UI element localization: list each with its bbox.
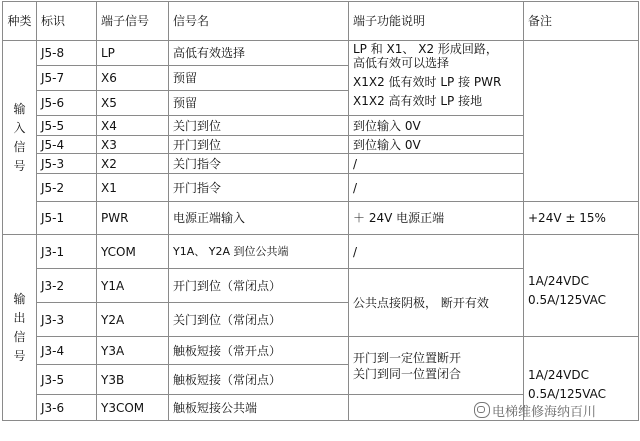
header-signal-name: 信号名 (169, 2, 349, 41)
row-signal: Y3A (97, 337, 169, 365)
row-signal: PWR (97, 202, 169, 235)
row-signal: X2 (97, 154, 169, 174)
row-name: 关门指令 (169, 154, 349, 174)
row-id: J5-8 (37, 41, 97, 66)
row-id: J3-6 (37, 395, 97, 421)
row-desc: 到位输入 0V (349, 136, 524, 154)
wechat-icon (474, 402, 490, 418)
row-id: J3-4 (37, 337, 97, 365)
row-id: J5-1 (37, 202, 97, 235)
row-name: 关门到位 (169, 116, 349, 136)
header-category: 种类 (3, 2, 37, 41)
lp-desc-line: X1X2 低有效时 LP 接 PWR (353, 75, 502, 89)
rating-line: 1A/24VDC (528, 274, 589, 288)
watermark (474, 401, 596, 420)
row-name: 触板短接公共端 (169, 395, 349, 421)
row-id: J5-7 (37, 66, 97, 91)
row-name: 开门到位 (169, 136, 349, 154)
rating-line: 0.5A/125VAC (528, 293, 607, 307)
row-id: J3-3 (37, 303, 97, 337)
table-row (3, 41, 639, 66)
row-signal: Y1A (97, 269, 169, 303)
y3-desc-line: 关门到同一位置闭合 (353, 366, 462, 381)
y3-function-desc (349, 337, 524, 395)
row-signal: Y3B (97, 365, 169, 395)
row-name: 触板短接（常闭点） (169, 365, 349, 395)
row-name: 电源正端输入 (169, 202, 349, 235)
watermark-text: 电梯维修海纳百川 (492, 405, 597, 420)
table-row (3, 337, 639, 365)
row-name: Y1A、 Y2A 到位公共端 (169, 235, 349, 269)
row-name: 触板短接（常开点） (169, 337, 349, 365)
y3-desc-line: 开门到一定位置断开 (353, 350, 462, 365)
category-input: 输入信号 (3, 41, 37, 235)
lp-function-desc (349, 41, 524, 116)
lp-desc-line: X1X2 高有效时 LP 接地 (353, 94, 483, 108)
row-desc: / (349, 235, 524, 269)
row-id: J5-6 (37, 91, 97, 116)
table-row (3, 235, 639, 269)
row-signal: X4 (97, 116, 169, 136)
row-name: 开门到位（常闭点） (169, 269, 349, 303)
rating-line: 1A/24VDC (528, 368, 589, 382)
row-id: J5-4 (37, 136, 97, 154)
header-remark: 备注 (524, 2, 639, 41)
header-id: 标识 (37, 2, 97, 41)
row-desc: / (349, 154, 524, 174)
input-remark-empty (524, 41, 639, 202)
y1-y2-function-desc: 公共点接阴极， 断开有效 (349, 269, 524, 337)
row-signal: X1 (97, 174, 169, 202)
row-id: J5-5 (37, 116, 97, 136)
row-signal: Y2A (97, 303, 169, 337)
row-name: 开门指令 (169, 174, 349, 202)
category-output: 输出信号 (3, 235, 37, 421)
row-signal: LP (97, 41, 169, 66)
row-name: 预留 (169, 91, 349, 116)
terminal-signal-table (2, 1, 639, 421)
row-name: 预留 (169, 66, 349, 91)
row-signal: Y3COM (97, 395, 169, 421)
y-rating-remark (524, 235, 639, 337)
header-row (3, 2, 639, 41)
row-name: 高低有效选择 (169, 41, 349, 66)
row-desc: ＋ 24V 电源正端 (349, 202, 524, 235)
row-signal: X5 (97, 91, 169, 116)
row-desc: / (349, 174, 524, 202)
row-id: J5-3 (37, 154, 97, 174)
header-function-desc: 端子功能说明 (349, 2, 524, 41)
lp-desc-line: LP 和 X1、 X2 形成回路， (353, 42, 498, 56)
header-terminal-signal: 端子信号 (97, 2, 169, 41)
row-desc: 到位输入 0V (349, 116, 524, 136)
row-id: J3-2 (37, 269, 97, 303)
rating-line: 0.5A/125VAC (528, 387, 607, 401)
row-signal: X3 (97, 136, 169, 154)
table-row (3, 202, 639, 235)
row-id: J3-5 (37, 365, 97, 395)
row-name: 关门到位（常闭点） (169, 303, 349, 337)
row-id: J5-2 (37, 174, 97, 202)
row-id: J3-1 (37, 235, 97, 269)
row-signal: X6 (97, 66, 169, 91)
lp-desc-line: 高低有效可以选择 (353, 56, 450, 70)
row-remark: +24V ± 15% (524, 202, 639, 235)
row-signal: YCOM (97, 235, 169, 269)
